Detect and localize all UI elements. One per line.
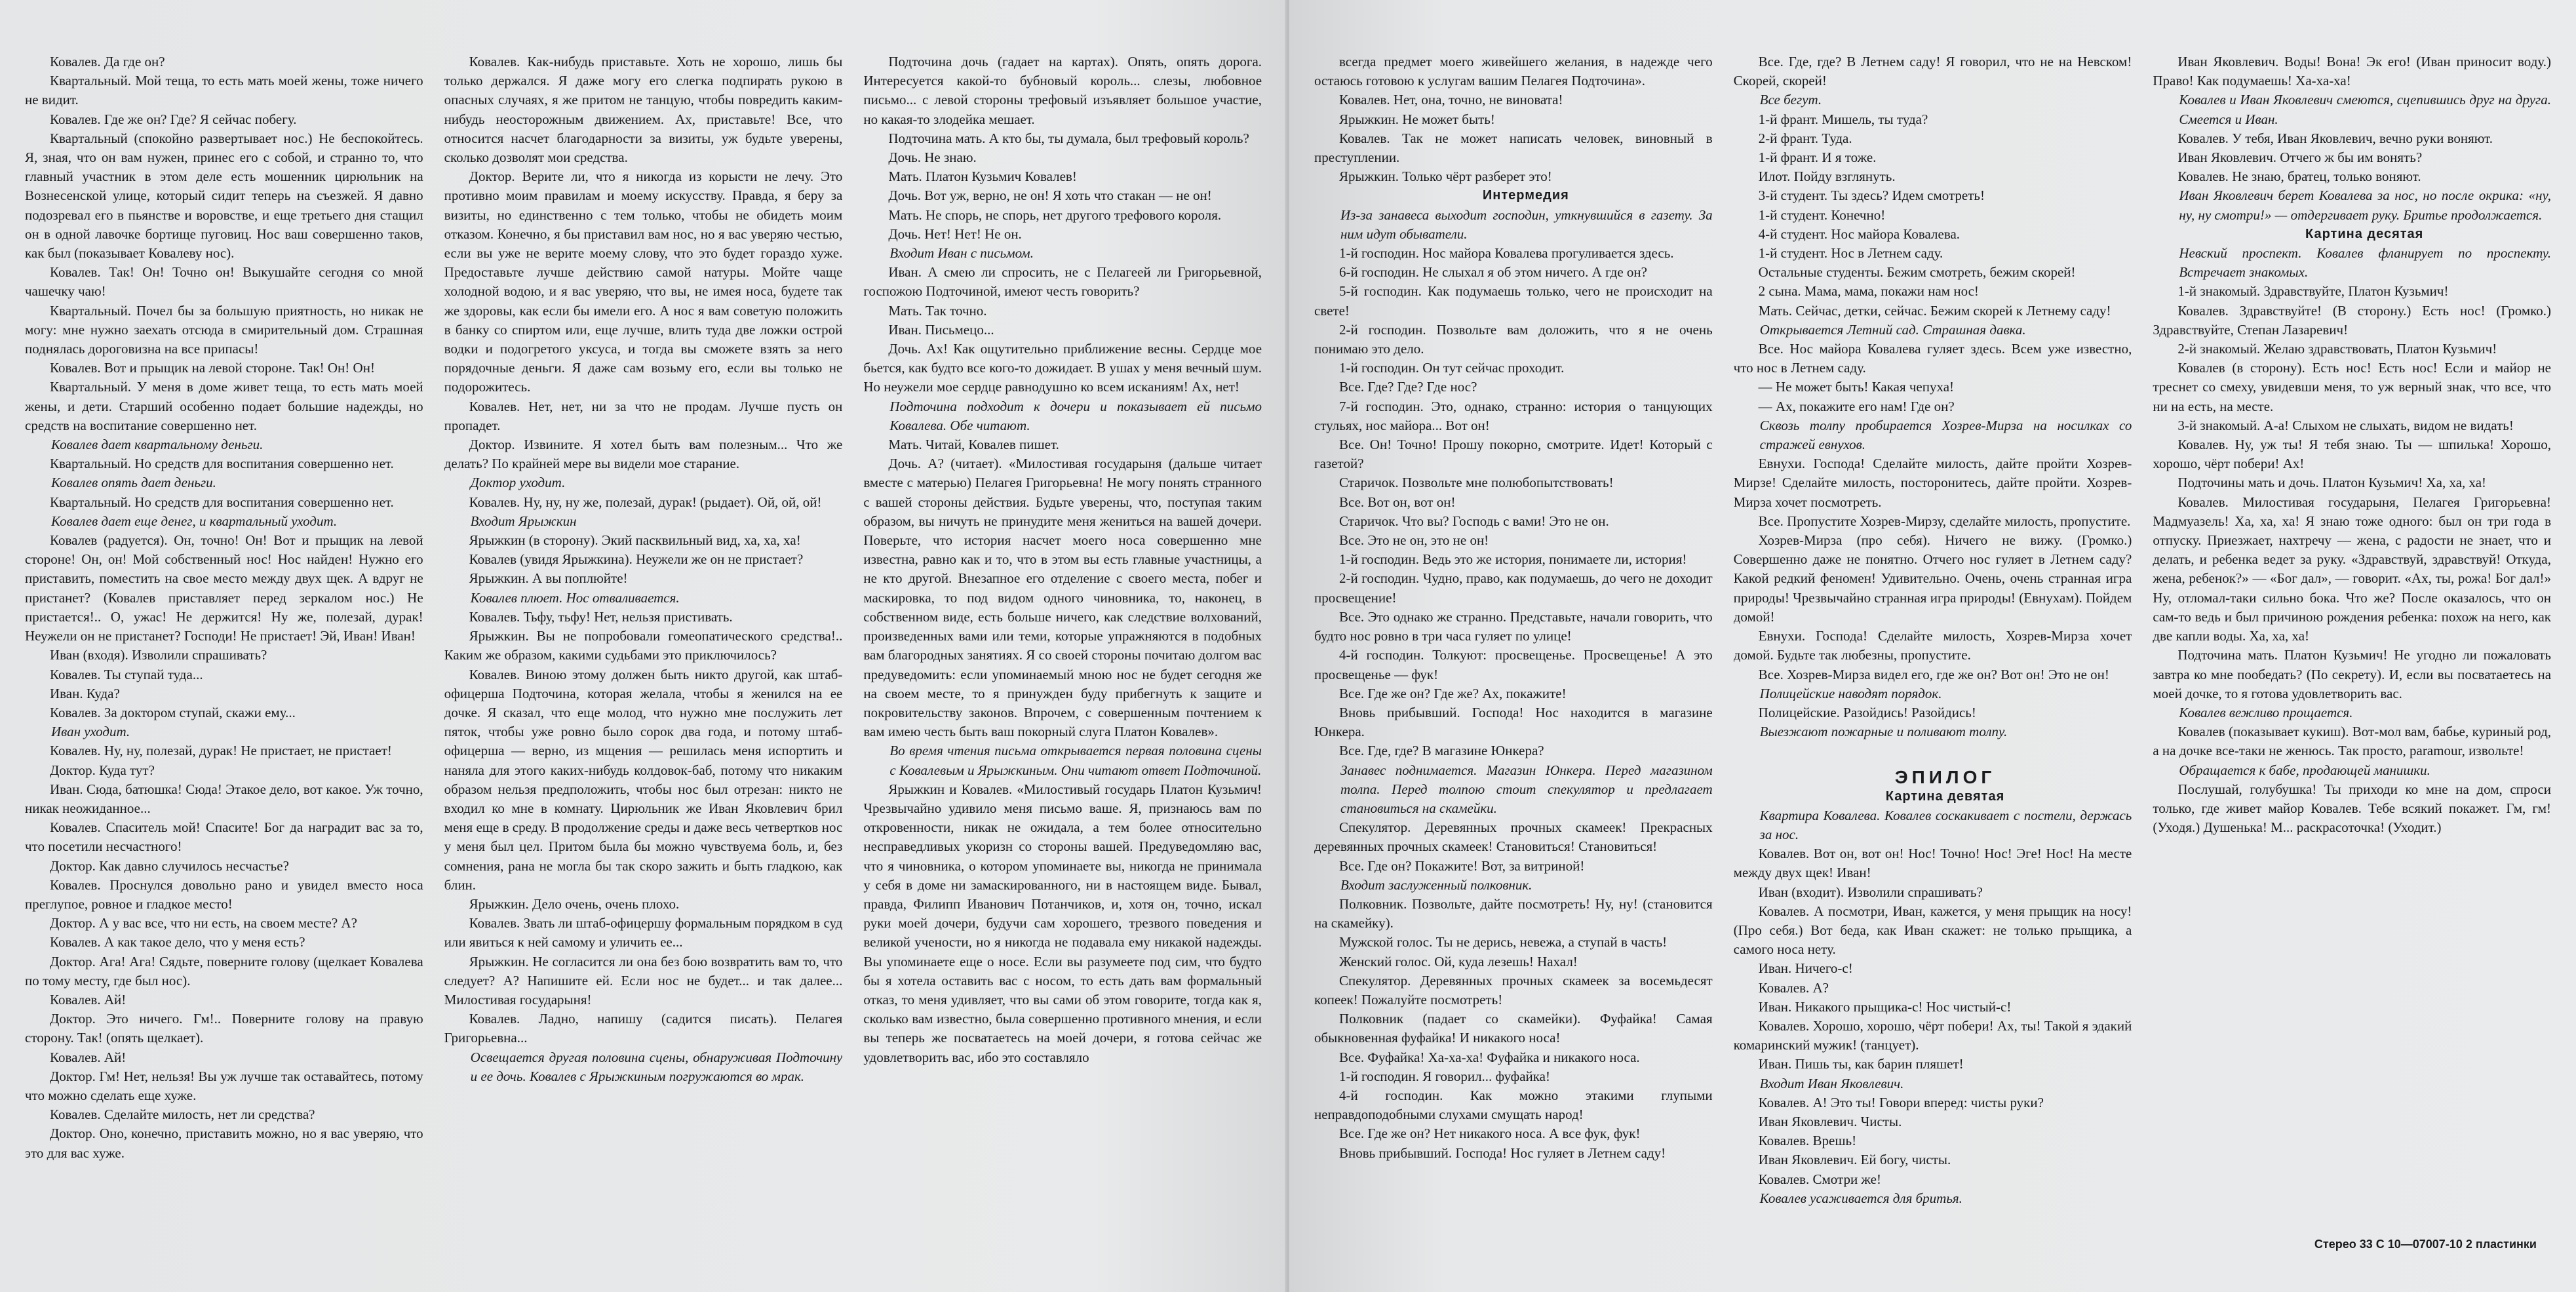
- play-line: Ярыжкин. Только чёрт разберет это!: [1339, 168, 1552, 185]
- play-line: Все. Нос майора Ковалева гуляет здесь. Всем уже известно, что нос в Летнем саду.: [1733, 341, 2132, 376]
- play-line: Ковалев. Ай!: [50, 1049, 127, 1065]
- play-line: Иван Яковлевич. Воды! Вона! Эк его! (Иван приносит воду.) Право! Как подумаешь! Ха-ха-ха!: [2153, 54, 2552, 89]
- play-line: Вновь прибывший. Господа! Нос находится в магазине Юнкера.: [1314, 704, 1713, 740]
- play-line: Остальные студенты. Бежим смотреть, бежим скорей!: [1758, 264, 2076, 281]
- play-line: Иван. Пишь ты, как барин пляшет!: [1758, 1056, 1964, 1072]
- right-column-1: [1314, 52, 1713, 1285]
- play-line: Ковалев. Ай!: [50, 991, 127, 1008]
- play-line: Ковалев. Врешь!: [1758, 1133, 1857, 1149]
- play-line: Мать. Не спорь, не спорь, нет другого трефового короля.: [888, 206, 1222, 223]
- play-line: Иван. Сюда, батюшка! Сюда! Этакое дело, вот какое. Уж точно, никак неожиданное...: [25, 781, 423, 816]
- play-line: Дочь. Нет! Нет! Не он.: [888, 225, 1022, 242]
- play-line: Подточина подходит к дочери и показывает ей письмо Ковалева. Обе читают.: [889, 398, 1262, 433]
- play-line: Иван. Куда?: [50, 685, 120, 701]
- play-line: Ярыжкин. Не согласится ли она без бою возвратить вам то, что следует? А? Напишите ей. Если нос не будет... и так далее... Милостивая государыня!: [444, 953, 843, 1008]
- play-line: Евнухи. Господа! Сделайте милость, Хозрев-Мирза хочет домой. Будьте так любезны, пропустите.: [1733, 628, 2132, 663]
- play-line: Все. Где, где? В Летнем саду! Я говорил, что не на Невском! Скорей, скорей!: [1733, 54, 2132, 89]
- play-line: 1-й франт. И я тоже.: [1758, 149, 1877, 166]
- play-line: Старичок. Что вы? Господь с вами! Это не он.: [1339, 513, 1609, 529]
- play-line: Старичок. Позвольте мне полюбопытствовать!: [1339, 475, 1614, 491]
- play-line: Все. Вот он, вот он!: [1339, 494, 1456, 510]
- play-line: Иван Яковлевич. Чисты.: [1758, 1113, 1902, 1129]
- play-line: Все. Фуфайка! Ха-ха-ха! Фуфайка и никакого носа.: [1339, 1049, 1640, 1065]
- play-line: 1-й студент. Нос в Летнем саду.: [1758, 245, 1943, 262]
- play-line: — Не может быть! Какая чепуха!: [1758, 379, 1955, 395]
- play-line: Ковалев. Не знаю, братец, только воняют.: [2177, 168, 2421, 185]
- play-line: Ярыжкин. Дело очень, очень плохо.: [469, 895, 680, 912]
- play-line: Квартальный. Но средств для воспитания совершенно нет.: [50, 494, 394, 510]
- play-line: Ковалев. Вот и прыщик на левой стороне. Так! Он! Он!: [50, 360, 375, 376]
- left-page: [0, 0, 1287, 1292]
- play-line: Ковалев. Да где он?: [50, 54, 165, 69]
- play-line: Ковалев. Спаситель мой! Спасите! Бог да наградит вас за то, что посетили несчастного!: [25, 819, 423, 855]
- play-line: Все. Пропустите Хозрев-Мирзу, сделайте милость, пропустите.: [1758, 513, 2131, 529]
- play-line: 6-й господин. Не слыхал я об этом ничего. А где он?: [1339, 264, 1647, 281]
- play-line: Невский проспект. Ковалев фланирует по проспекту. Встречает знакомых.: [2179, 245, 2552, 281]
- play-line: Иван. А смею ли спросить, не с Пелагеей ли Григорьевной, госпожою Подточиной, имеют честь говорить?: [863, 264, 1262, 300]
- play-line: Дочь. А? (читает). «Милостивая государыня (дальше читает вместе с матерью) Пелагея Григорьевна! Не могу понять странного с вашей стороны действия. Будьте уверены, что, поступая таким образом, вы ничуть не принудите меня жениться на вашей дочери. Поверьте, что история насчет моего носа совершенно мне известна, равно как и то, что в этом вы есть главные участницы, а не кто другой. Внезапное его отделение с своего места, побег и маскировка, то под видом одного чиновника, то, наконец, в собственном виде, есть больше ничего, как следствие волхований, произведенных вами или теми, которые упражняются в подобных вам благородных занятиях. Я со своей стороны почитаю долгом вас предуведомить: если упоминаемый мною нос не будет сегодня же на своем месте, то я принужден буду прибегнуть к защите и покровительству законов. Впрочем, с совершенным почтением к вам имею честь быть ваш покорный слуга Платон Ковалев».: [863, 456, 1262, 740]
- play-line: Ковалев (увидя Ярыжкина). Неужели же он не пристает?: [469, 551, 804, 568]
- play-line: Ковалев. Так не может написать человек, виновный в преступлении.: [1314, 130, 1713, 166]
- play-line: Полковник (падает со скамейки). Фуфайка! Самая обыкновенная фуфайка! И никакого носа!: [1314, 1011, 1713, 1046]
- play-line: 7-й господин. Это, однако, странно: история о танцующих стульях, нос майора... Вот он!: [1314, 398, 1713, 433]
- play-line: Мужской голос. Ты не дерись, невежа, а ступай в часть!: [1339, 934, 1668, 950]
- play-line: Женский голос. Ой, куда лезешь! Нахал!: [1339, 953, 1578, 969]
- left-column-1: [25, 52, 423, 1285]
- play-line: Подточины мать и дочь. Платон Кузьмич! Ха, ха, ха!: [2177, 475, 2487, 491]
- play-line: 1-й господин. Я говорил... фуфайка!: [1339, 1068, 1550, 1084]
- play-line: Ярыжкин. А вы поплюйте!: [469, 570, 628, 587]
- play-line: Дочь. Не знаю.: [888, 149, 977, 166]
- left-column-2: [444, 52, 843, 1285]
- play-line: Ковалев. Ты ступай туда...: [50, 666, 203, 682]
- play-line: Входит Иван с письмом.: [889, 245, 1034, 262]
- play-line: Доктор. Куда тут?: [50, 762, 155, 778]
- play-line: Ковалев (показывает кукиш). Вот-мол вам, бабье, куриный род, а на дочке все-таки не женюсь. Так просто, paramour, извольте!: [2153, 724, 2552, 759]
- play-line: Квартальный. Почел бы за большую приятность, но никак не могу: мне нужно заехать отсюда в смирительный дом. Страшная поднялась дороговизна на все припасы!: [25, 302, 423, 357]
- play-line: Дочь. Вот уж, верно, не он! Я хоть что стакан — не он!: [888, 187, 1212, 204]
- play-line: 4-й господин. Толкуют: просвещенье. Просвещенье! А это просвещенье — фук!: [1314, 647, 1713, 682]
- play-line: Спекулятор. Деревянных прочных скамеек! Прекрасных деревянных прочных скамеек! Становиться! Становиться!: [1314, 819, 1713, 855]
- play-line: Ковалев усаживается для бритья.: [1759, 1190, 1962, 1206]
- play-line: 1-й франт. Мишель, ты туда?: [1758, 111, 1928, 127]
- play-line: Сквозь толпу пробирается Хозрев-Мирза на носилках со стражей евнухов.: [1759, 417, 2132, 453]
- section-heading: Картина десятая: [2305, 226, 2424, 241]
- play-line: Подточина мать. А кто бы, ты думала, был трефовый король?: [888, 130, 1249, 146]
- play-line: Евнухи. Господа! Сделайте милость, дайте пройти Хозрев-Мирзе! Сделайте милость, посторонитесь, дайте пройти. Хозрев-Мирза хочет посмотреть.: [1733, 456, 2132, 510]
- play-line: Все. Это не он, это не он!: [1339, 532, 1489, 549]
- play-line: Ковалев. А?: [1758, 979, 1829, 996]
- play-line: Ярыжкин и Ковалев. «Милостивый государь Платон Кузьмич! Чрезвычайно удивило меня письмо ваше. Я, признаюсь вам по откровенности, никак не ожидала, а тем более относительно несправедливых укоризн со стороны вашей. Предуведомляю вас, что я чиновника, о котором упоминаете вы, никогда не принимала у себя в доме ни замаскированного, ни в настоящем виде. Бывал, правда, Филипп Иванович Потанчиков, и, хотя он, точно, искал руки моей дочери, будучи сам хорошего, трезвого поведения и великой учености, но я никогда не подавала ему никакой надежды. Вы упоминаете еще о носе. Если вы разумеете под сим, что будто бы я хотела оставить вас с носом, то есть дать вам формальный отказ, то меня удивляет, что вы сами об этом говорите, тогда как я, сколько вам известно, была совершенно противного мнения, и если вы теперь же посватаетесь на моей дочери, я готова сейчас же удовлетворить вас, ибо это составляло: [863, 781, 1262, 1065]
- play-line: Все бегут.: [1759, 92, 1822, 108]
- play-line: Все. Где он? Покажите! Вот, за витриной!: [1339, 857, 1585, 874]
- play-line: 1-й господин. Ведь это же история, понимаете ли, история!: [1339, 551, 1687, 568]
- play-line: Ковалев опять дает деньги.: [51, 475, 216, 491]
- play-line: Ковалев плюет. Нос отваливается.: [470, 589, 680, 606]
- play-line: 3-й знакомый. А-а! Слыхом не слыхать, видом не видать!: [2177, 417, 2514, 433]
- play-line: Квартальный. Мой теща, то есть мать моей жены, тоже ничего не видит.: [25, 73, 423, 108]
- play-line: Ковалев. Вот он, вот он! Нос! Точно! Нос! Эге! Нос! На месте между двух щек! Иван!: [1733, 846, 2132, 881]
- play-line: Хозрев-Мирза (про себя). Ничего не вижу. (Громко.) Совершенно даже не понятно. Отчего нос гуляет в Летнем саду? Какой редкий феномен! Удивительно. Очень, очень странная игра природы! Чрезвычайно странная игра природы! (Евнухам). Пойдем домой!: [1733, 532, 2132, 625]
- play-line: Освещается другая половина сцены, обнаруживая Подточину и ее дочь. Ковалев с Ярыжкиным погружаются во мрак.: [470, 1049, 843, 1084]
- play-line: Все. Где же он? Где же? Ах, покажите!: [1339, 685, 1567, 701]
- play-line: Выезжают пожарные и поливают толпу.: [1759, 724, 2008, 740]
- play-line: Ковалев. Нет, она, точно, не виновата!: [1339, 92, 1563, 108]
- play-line: 1-й господин. Нос майора Ковалева прогуливается здесь.: [1339, 245, 1674, 262]
- play-line: Квартальный. Но средств для воспитания совершенно нет.: [50, 456, 394, 472]
- play-line: Ковалев вежливо прощается.: [2179, 704, 2353, 720]
- section-heading: ЭПИЛОГ: [1894, 767, 1996, 788]
- play-line: Ковалев. Проснулся довольно рано и увидел вместо носа преглупое, ровное и гладкое место!: [25, 876, 423, 912]
- play-line: Ковалев дает квартальному деньги.: [51, 437, 263, 453]
- play-line: Ковалев. Ладно, напишу (садится писать). Пелагея Григорьевна...: [444, 1011, 843, 1046]
- play-line: Ковалев. Хорошо, хорошо, чёрт побери! Ах, ты! Такой я эдакий комаринский мужик! (танцует).: [1733, 1017, 2132, 1053]
- play-line: Доктор. А у вас все, что ни есть, на своем месте? А?: [50, 915, 357, 931]
- play-line: Ковалев. Так! Он! Точно он! Выкушайте сегодня со мной чашечку чаю!: [25, 264, 423, 300]
- play-line: Доктор. Ага! Ага! Сядьте, поверните голову (щелкает Ковалева по тому месту, где был нос).: [25, 953, 423, 989]
- play-line: Квартира Ковалева. Ковалев соскакивает с постели, держась за нос.: [1759, 807, 2132, 842]
- play-line: 2 сына. Мама, мама, покажи нам нос!: [1758, 283, 1979, 300]
- play-line: 1-й господин. Он тут сейчас проходит.: [1339, 360, 1565, 376]
- play-line: Обращается к бабе, продающей манишки.: [2179, 762, 2430, 778]
- play-line: Иван (входит). Изволили спрашивать?: [1758, 884, 1983, 900]
- play-line: Подточина мать. Платон Кузьмич! Не угодно ли пожаловать завтра ко мне пообедать? (По секрету). И, если вы посватаетесь на моей дочке, то я готова удовлетворить вас.: [2153, 647, 2552, 701]
- play-line: Ковалев. Здравствуйте! (В сторону.) Есть нос! (Громко.) Здравствуйте, Степан Лазаревич!: [2153, 302, 2552, 338]
- play-line: Ковалев. Милостивая государыня, Пелагея Григорьевна! Мадмуазель! Ха, ха, ха! Я знаю тоже одного: был он три года в отпуску. Приезжает, нахтречу — жена, с радости не знает, что и делать, и ребенка ведет за руку. «Здравствуй, здравствуй! Откуда, жена, ребенок?» — «Бог дал», — говорит. «Ах, ты, рожа! Бог дал!» Ну, отломал-таки сильно бока. Что же? После оказалось, что он сам-то ведь и был причиною рождения ребенка: похож на него, как две капли воды. Ха, ха, ха!: [2153, 494, 2552, 644]
- play-line: Доктор уходит.: [470, 475, 566, 491]
- play-line: Доктор. Оно, конечно, приставить можно, но я вас уверяю, что это для вас хуже.: [25, 1126, 423, 1161]
- play-line: Иван Яковлевич. Ей богу, чисты.: [1758, 1152, 1951, 1168]
- play-line: Квартальный (спокойно развертывает нос.) Не беспокойтесь. Я, зная, что он вам нужен, принес его с собой, и странно то, что главный участник в этом деле есть мошенник цирюльник на Вознесенской улице, который сидит теперь на съезжей. Я давно подозревал его в пьянстве и воровстве, и еще третьего дня стащил он в одной лавочке бортище пуговиц. Нос ваш совершенно таков, как был (показывает Ковалеву нос).: [25, 130, 423, 262]
- play-line: Иван (входя). Изволили спрашивать?: [50, 647, 267, 663]
- play-line: Ярыжкин (в сторону). Экий пасквильный вид, ха, ха, ха!: [469, 532, 801, 549]
- play-line: Ковалев. Нет, нет, ни за что не продам. Лучше пусть он пропадет.: [444, 398, 843, 433]
- right-column-2: [1734, 52, 2132, 1285]
- play-line: — Ах, покажите его нам! Где он?: [1758, 398, 1955, 414]
- play-line: Ковалев. Виною этому должен быть никто другой, как штаб-офицерша Подточина, которая желала, чтобы я женился на ее дочке. Я сказал, что еще молод, что нужно мне послужить лет пяток, чтобы уже ровно было сорок два года, и потому штаб-офицерша — верно, из мщения — решилась меня испортить и наняла для этого каких-нибудь колдовок-баб, потому что никаким образом нельзя предположить, чтобы нос был отрезан: никто не входил ко мне в комнату. Цирюльник же Иван Яковлевич брил меня еще в среду. В продолжение среды и даже весь четвертков нос у меня был цел. Притом была бы можно чувствуема боль, и, без сомнения, рана не могла бы так скоро зажить и быть гладкою, как блин.: [444, 666, 843, 893]
- play-line: 2-й знакомый. Желаю здравствовать, Платон Кузьмич!: [2177, 341, 2497, 357]
- play-line: Ярыжкин. Не может быть!: [1339, 111, 1495, 127]
- play-line: Мать. Так точно.: [888, 302, 987, 319]
- play-line: Спекулятор. Деревянных прочных скамеек за восемьдесят копеек! Пожалуйте посмотреть!: [1314, 972, 1713, 1008]
- play-line: 2-й франт. Туда.: [1758, 130, 1852, 146]
- play-line: Илот. Пойду взглянуть.: [1758, 168, 1896, 185]
- play-line: Ковалев. Звать ли штаб-офицершу формальным порядком в суд или явиться к ней самому и уличить ее...: [444, 915, 843, 950]
- play-line: Входит Ярыжкин: [470, 513, 577, 529]
- play-line: Иван. Никакого прыщика-с! Нос чистый-с!: [1758, 998, 2012, 1015]
- play-line: Мать. Читай, Ковалев пишет.: [888, 437, 1059, 453]
- play-line: Квартальный. У меня в доме живет теща, то есть мать моей жены, и дети. Старший особенно подает большие надежды, но средств на воспитание совершенно нет.: [25, 379, 423, 433]
- catalog-number: Стерео 33 С 10—07007-10 2 пластинки: [2314, 1238, 2537, 1251]
- play-line: Иван Яковлевич берет Ковалева за нос, но после окрика: «ну, ну, ну смотри!» — отдергивает руку. Бритье продолжается.: [2179, 187, 2552, 223]
- play-line: Все. Это однако же странно. Представьте, начали говорить, что будто нос ровно в три часа гуляет по улице!: [1314, 608, 1713, 644]
- play-line: 2-й господин. Чудно, право, как подумаешь, до чего не доходит просвещение!: [1314, 570, 1713, 606]
- play-line: Мать. Сейчас, детки, сейчас. Бежим скорей к Летнему саду!: [1758, 302, 2111, 319]
- right-page: [1289, 0, 2576, 1292]
- play-line: 4-й студент. Нос майора Ковалева.: [1758, 225, 1961, 242]
- play-line: Послушай, голубушка! Ты приходи ко мне на дом, спроси только, где живет майор Ковалев. Тебе всякий покажет. Гм, гм! (Уходя.) Душенька! М... раскрасоточка! (Уходит.): [2153, 781, 2552, 836]
- play-line: Подточина дочь (гадает на картах). Опять, опять дорога. Интересуется какой-то бубновый король... слезы, любовное письмо... с левой стороны трефовый изъявляет большое участие, но какая-то злодейка мешает.: [863, 54, 1262, 127]
- play-line: Мать. Платон Кузьмич Ковалев!: [888, 168, 1077, 185]
- play-line: Дочь. Ах! Как ощутительно приближение весны. Сердце мое бьется, как будто все кого-то дожидает. В ушах у меня вечный шум. Но неужели мое сердце равнодушно ко всем исканиям! Ах, нет!: [863, 341, 1262, 395]
- play-line: 1-й студент. Конечно!: [1758, 206, 1886, 223]
- play-line: Доктор. Гм! Нет, нельзя! Вы уж лучше так оставайтесь, потому что можно сделать еще хуже.: [25, 1068, 423, 1103]
- play-line: Ковалев. За доктором ступай, скажи ему...: [50, 704, 296, 720]
- play-line: Полицейские наводят порядок.: [1759, 685, 1942, 701]
- play-line: Ковалев (радуется). Он, точно! Он! Вот и прыщик на левой стороне! Он, он! Мой собственный нос! Нос найден! Нужно его приставить, поместить на свое место между двух щек. А вдруг не пристанет? (Ковалев приставляет перед зеркалом нос.) Не пристается!.. О, ужас! Не держится! Ну же, полезай, дурак! Неужели он не пристанет? Господи! Не пристает! Эй, Иван! Иван!: [25, 532, 423, 644]
- play-line: 1-й знакомый. Здравствуйте, Платон Кузьмич!: [2177, 283, 2449, 300]
- play-line: Доктор. Как давно случилось несчастье?: [50, 857, 289, 874]
- play-line: Ковалев. А посмотри, Иван, кажется, у меня прыщик на носу! (Про себя.) Вот беда, как Иван скажет: не только прыщика, а самого носа нету.: [1733, 903, 2132, 958]
- play-line: Ковалев. Сделайте милость, нет ли средства?: [50, 1106, 315, 1123]
- left-column-3: [863, 52, 1262, 1285]
- play-line: Все. Где же он? Нет никакого носа. А все фук, фук!: [1339, 1126, 1641, 1142]
- right-column-3: [2153, 52, 2551, 1285]
- play-line: Ковалев. А как такое дело, что у меня есть?: [50, 934, 305, 950]
- play-line: Полковник. Позвольте, дайте посмотреть! Ну, ну! (становится на скамейку).: [1314, 895, 1713, 931]
- play-line: Ковалев. Ну, уж ты! Я тебя знаю. Ты — шпилька! Хорошо, хорошо, чёрт побери! Ах!: [2153, 437, 2552, 472]
- play-line: Вновь прибывший. Господа! Нос гуляет в Летнем саду!: [1339, 1145, 1666, 1161]
- play-line: Доктор. Это ничего. Гм!.. Поверните голову на правую сторону. Так! (опять щелкает).: [25, 1011, 423, 1046]
- play-line: Во время чтения письма открывается первая половина сцены с Ковалевым и Ярыжкиным. Они читают ответ Подточиной.: [889, 743, 1262, 778]
- section-heading: Картина девятая: [1885, 789, 2005, 804]
- play-line: Ковалев. Ну, ну, ну же, полезай, дурак! (рыдает). Ой, ой, ой!: [469, 494, 822, 510]
- play-line: Занавес поднимается. Магазин Юнкера. Перед магазином толпа. Перед толпою стоит спекулятор и предлагает становиться на скамейки.: [1340, 762, 1713, 816]
- play-line: Ковалев. Смотри же!: [1758, 1171, 1881, 1187]
- play-line: 2-й господин. Позвольте вам доложить, что я не очень понимаю это дело.: [1314, 321, 1713, 357]
- play-line: Все. Хозрев-Мирза видел его, где же он? Вот он! Это не он!: [1758, 666, 2109, 682]
- play-line: Все. Где? Где? Где нос?: [1339, 379, 1477, 395]
- play-line: Ковалев. Тьфу, тьфу! Нет, нельзя пристивать.: [469, 608, 733, 625]
- play-line: 4-й господин. Как можно этакими глупыми неправдоподобными слухами смущать народ!: [1314, 1087, 1713, 1123]
- play-line: Доктор. Верите ли, что я никогда из корысти не лечу. Это противно моим правилам и моему искусству. Правда, я беру за визиты, но единственно с тем только, чтобы не обидеть моим отказом. Конечно, я бы приставил вам нос, но я вас уверяю честью, если вы уже не верите моему слову, что это будет гораздо хуже. Предоставьте лучше действию самой натуры. Мойте чаще холодной водою, и я вас уверяю, что вы, не имея носа, будете так же здоровы, как если бы имели его. А нос я вам советую положить в банку со спиртом или, еще лучше, влить туда две ложки острой водки и подогретого уксуса, и тогда вы сможете взять за него порядочные деньги. Я даже сам возьму его, если вы только не подорожитесь.: [444, 168, 843, 395]
- play-line: Ковалев. У тебя, Иван Яковлевич, вечно руки воняют.: [2177, 130, 2493, 146]
- play-line: Ярыжкин. Вы не попробовали гомеопатического средства!.. Каким же образом, какими судьбами это приключилось?: [444, 628, 843, 663]
- play-line: Все. Где, где? В магазине Юнкера?: [1339, 743, 1544, 759]
- play-line: Открывается Летний сад. Страшная давка.: [1759, 321, 2026, 338]
- play-line: Входит заслуженный полковник.: [1340, 876, 1532, 893]
- play-line: Иван. Ничего-с!: [1758, 960, 1853, 977]
- play-line: Иван уходит.: [51, 724, 130, 740]
- play-line: 3-й студент. Ты здесь? Идем смотреть!: [1758, 187, 1985, 204]
- play-line: Ковалев дает еще денег, и квартальный уходит.: [51, 513, 338, 529]
- section-heading: Интермедия: [1482, 188, 1569, 203]
- play-line: Иван Яковлевич. Отчего ж бы им вонять?: [2177, 149, 2423, 166]
- play-line: Входит Иван Яковлевич.: [1759, 1075, 1904, 1091]
- play-line: Ковалев и Иван Яковлевич смеются, сцепившись друг на друга. Смеется и Иван.: [2179, 92, 2552, 127]
- play-line: Из-за занавеса выходит господин, уткнувшийся в газету. За ним идут обыватели.: [1340, 206, 1713, 242]
- play-line: Ковалев. Где же он? Где? Я сейчас побегу.: [50, 111, 297, 127]
- play-line: 5-й господин. Как подумаешь только, чего не происходит на свете!: [1314, 283, 1713, 319]
- play-line: Ковалев (в сторону). Есть нос! Есть нос! Если и майор не треснет со смеху, увидевши меня, то уж верный знак, что все, что ни на есть, на месте.: [2153, 360, 2552, 414]
- play-line: всегда предмет моего живейшего желания, в надежде чего остаюсь готовою к услугам вашим Пелагея Подточина».: [1314, 54, 1713, 89]
- play-line: Доктор. Извините. Я хотел быть вам полезным... Что же делать? По крайней мере вы видели мое старание.: [444, 437, 843, 472]
- play-line: Иван. Письмецо...: [888, 321, 994, 338]
- play-line: Ковалев. Ну, ну, полезай, дурак! Не пристает, не пристает!: [50, 743, 392, 759]
- play-line: Ковалев. Как-нибудь приставьте. Хоть не хорошо, лишь бы только держался. Я даже могу его слегка подпирать рукою в опасных случаях, я же притом не танцую, чтобы повредить каким-нибудь неосторожным движением. Ах, приставьте! Все, что относится насчет благодарности за визиты, уж будьте уверены, сколько дозволят мои средства.: [444, 54, 843, 166]
- play-line: Все. Он! Точно! Прошу покорно, смотрите. Идет! Который с газетой?: [1314, 437, 1713, 472]
- play-line: Ковалев. А! Это ты! Говори вперед: чисты руки?: [1758, 1094, 2044, 1110]
- play-line: Полицейские. Разойдись! Разойдись!: [1758, 704, 1976, 720]
